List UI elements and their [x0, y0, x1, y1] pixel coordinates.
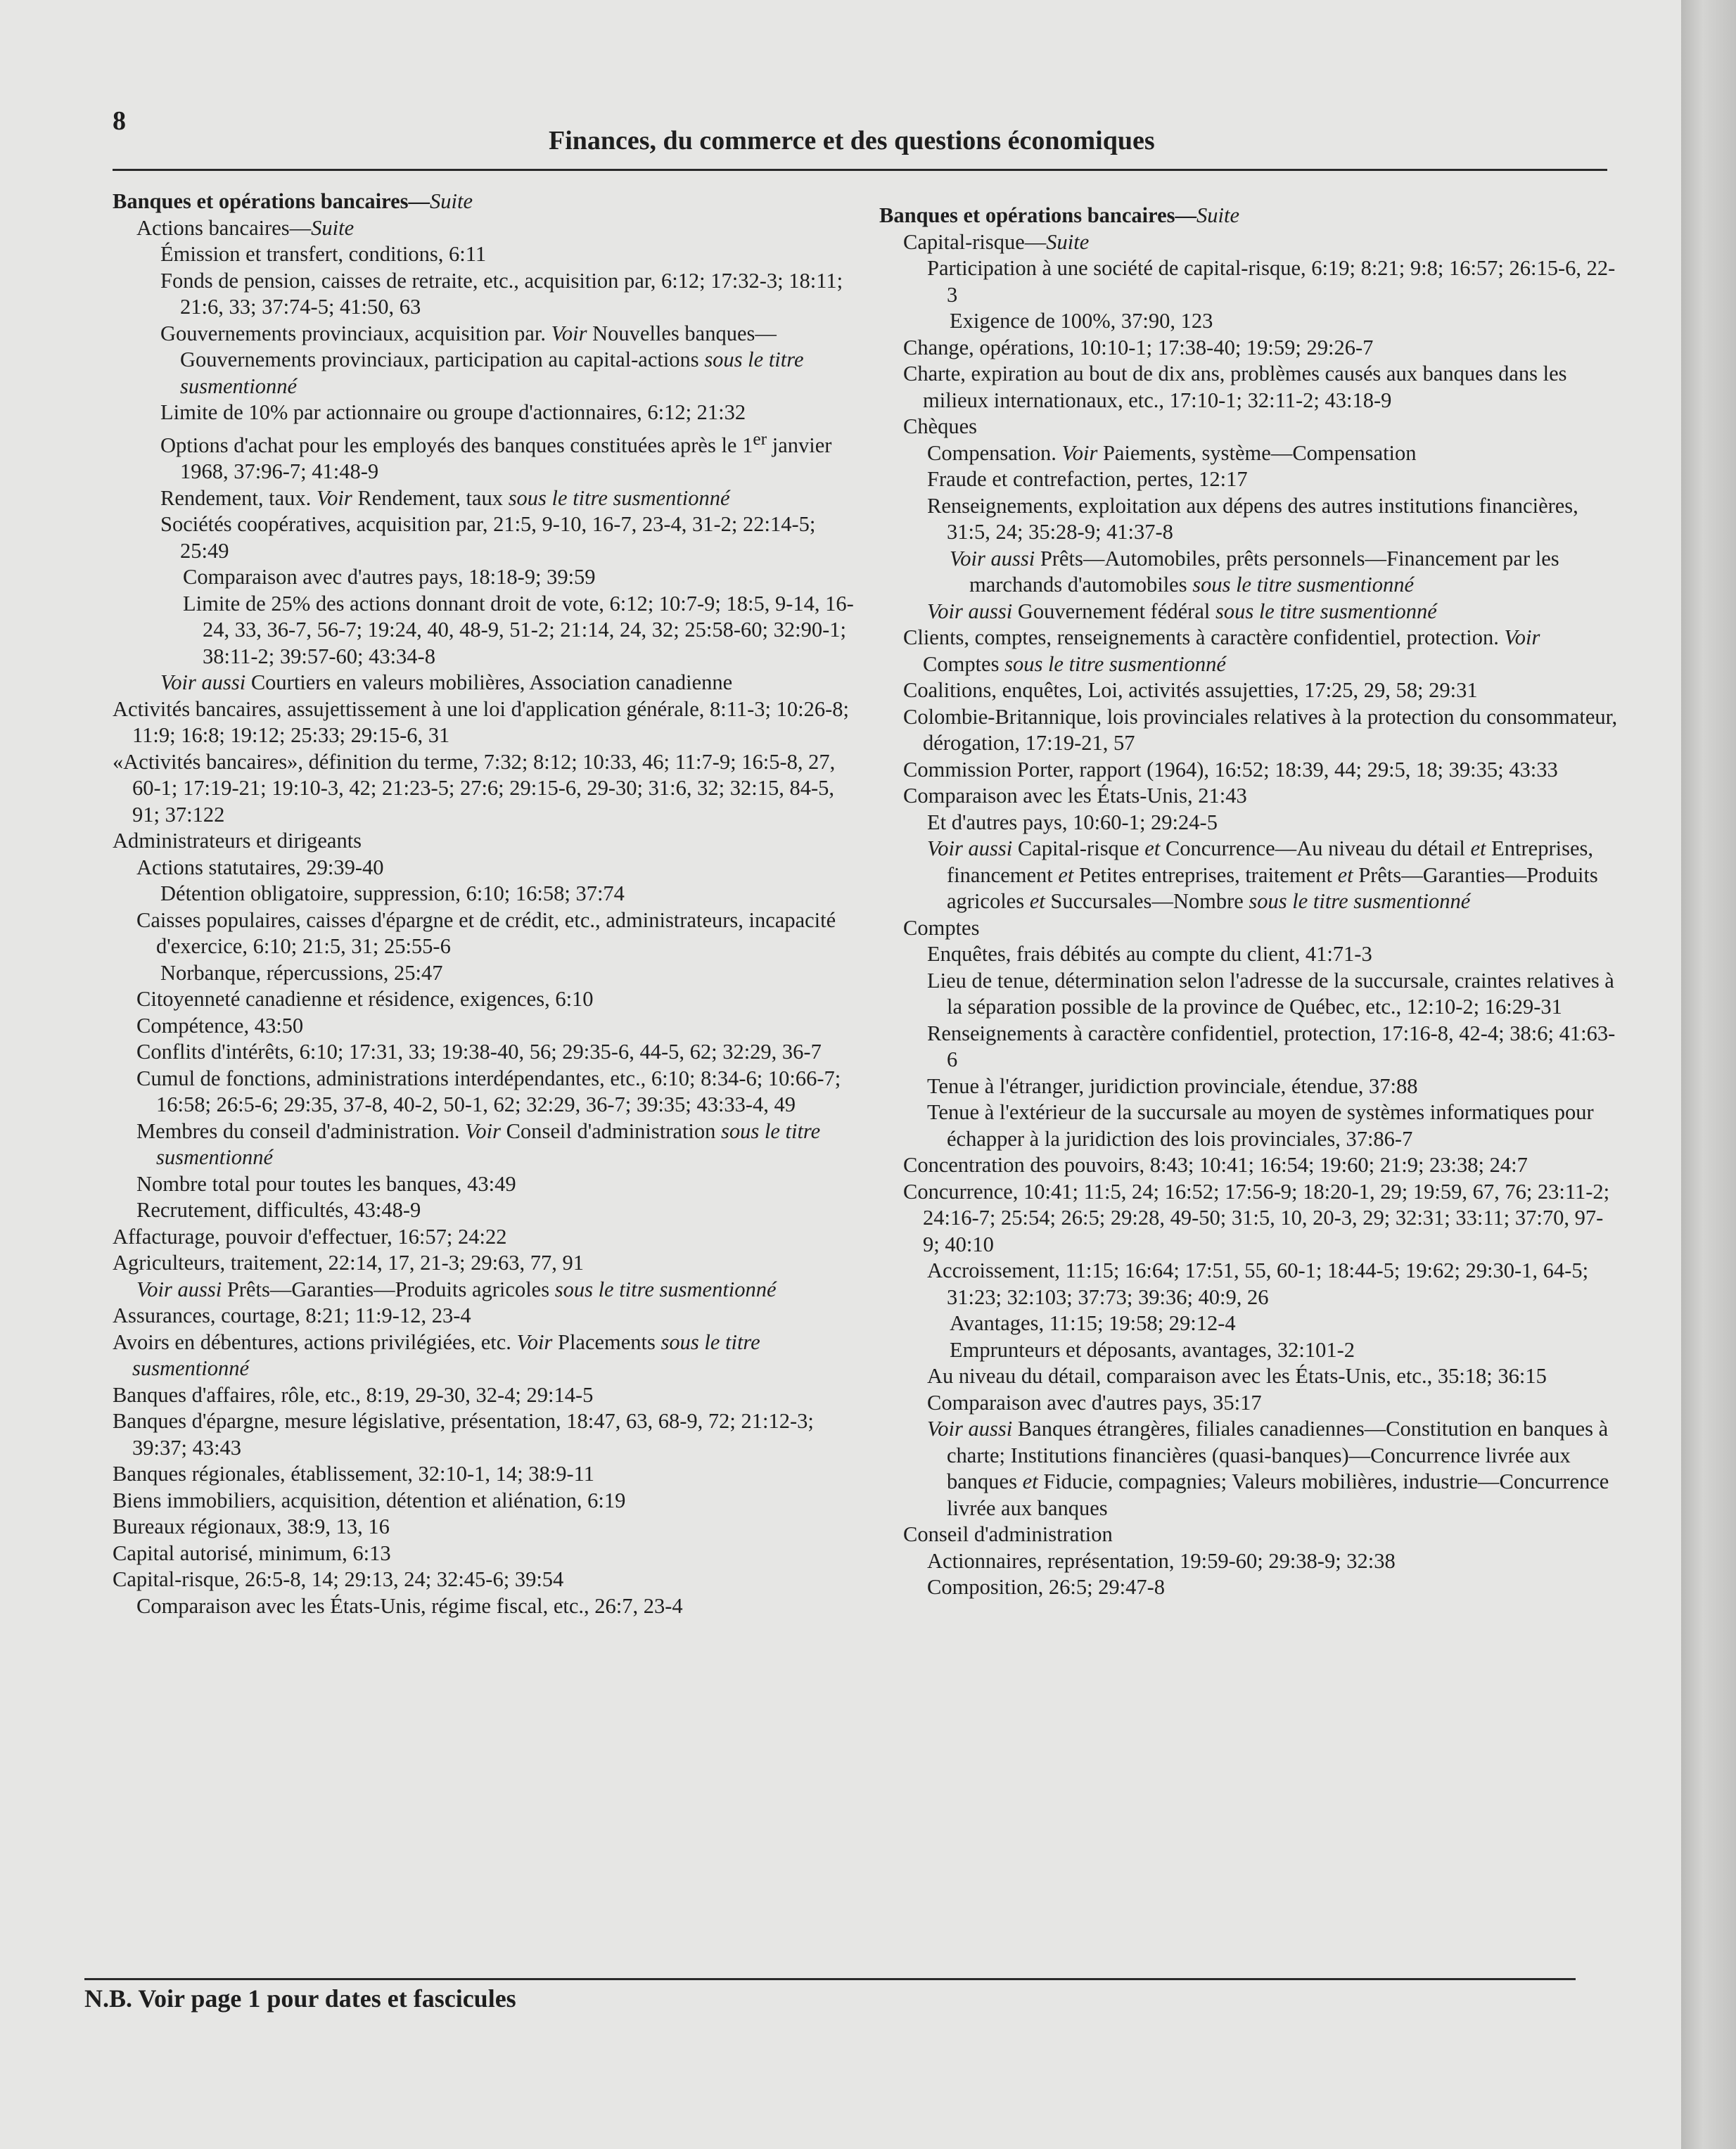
entry-text: Placements	[552, 1329, 661, 1354]
entry-text: Comptes	[903, 915, 980, 940]
entry-text: et	[1337, 862, 1353, 887]
footer-rule	[84, 1978, 1576, 1980]
entry-text: Clients, comptes, renseignements à caractère confidentiel, protection.	[903, 625, 1505, 649]
index-entry	[927, 1099, 1618, 1152]
index-entry	[927, 1073, 1618, 1100]
entry-text: sous le titre susmentionné	[508, 485, 730, 510]
entry-text: Comparaison avec les États-Unis, régime fiscal, etc., 26:7, 23-4	[136, 1593, 683, 1618]
index-entry	[136, 1593, 858, 1620]
entry-text: Au niveau du détail, comparaison avec les États-Unis, etc., 35:18; 36:15	[927, 1364, 1547, 1388]
entry-text: Voir aussi	[136, 1277, 222, 1301]
page-number: 8	[113, 106, 126, 136]
entry-text: Assurances, courtage, 8:21; 11:9-12, 23-4	[113, 1303, 471, 1328]
entry-text: Actions bancaires—	[136, 215, 312, 240]
entry-text: Comptes	[923, 651, 1005, 676]
entry-text: Fonds de pension, caisses de retraite, etc., acquisition par, 6:12; 17:32-3; 18:11; 21:6, 33; 37:74-5; 41:50, 63	[160, 268, 843, 319]
entry-text: Actions statutaires, 29:39-40	[136, 855, 384, 879]
entry-text: Banques d'épargne, mesure législative, présentation, 18:47, 63, 68-9, 72; 21:12-3; 39:37; 43:43	[113, 1409, 814, 1460]
entry-text: et	[1470, 836, 1486, 860]
index-entry	[160, 268, 858, 321]
entry-text: Prêts—Garanties—Produits agricoles	[222, 1277, 555, 1301]
index-entry	[927, 1548, 1618, 1575]
entry-text: Détention obligatoire, suppression, 6:10; 16:58; 37:74	[160, 881, 625, 906]
index-entry	[927, 1390, 1618, 1417]
index-entry	[927, 1363, 1618, 1390]
index-entry	[113, 1488, 858, 1514]
index-entry	[903, 915, 1618, 942]
index-entry	[113, 1541, 858, 1567]
entry-text: Affacturage, pouvoir d'effectuer, 16:57; 24:22	[113, 1224, 507, 1249]
index-entry	[903, 1179, 1618, 1258]
footer-note: N.B. Voir page 1 pour dates et fascicules	[84, 1984, 516, 2013]
entry-text: sous le titre susmentionné	[180, 347, 804, 398]
entry-text: sous le titre susmentionné	[132, 1329, 760, 1381]
entry-text: Emprunteurs et déposants, avantages, 32:101-2	[950, 1337, 1355, 1362]
entry-text: Limite de 25% des actions donnant droit de vote, 6:12; 10:7-9; 18:5, 9-14, 16-24, 33, 36-7, 56-7; 19:24, 40, 48-9, 51-2; 21:14, 24, 32; 25:58-60; 32:90-1; 38:11-2; 39:57-60; 43:34-8	[183, 591, 854, 668]
index-entry	[136, 1118, 858, 1171]
entry-text: sous le titre susmentionné	[1004, 651, 1226, 676]
entry-text: Voir	[551, 321, 587, 345]
index-entry	[950, 546, 1618, 599]
index-entry	[927, 1416, 1618, 1522]
index-entry	[113, 1408, 858, 1461]
entry-text: Nouvelles banques—Gouvernements provinciaux, participation au capital-actions	[180, 321, 777, 371]
index-entry	[136, 1013, 858, 1040]
index-entry	[950, 1311, 1618, 1337]
entry-text: Suite	[430, 189, 473, 213]
index-entry	[160, 960, 858, 987]
entry-text: Tenue à l'extérieur de la succursale au moyen de systèmes informatiques pour échapper à la juridiction des lois provinciales, 37:86-7	[927, 1100, 1594, 1151]
entry-text: Concentration des pouvoirs, 8:43; 10:41; 16:54; 19:60; 21:9; 23:38; 24:7	[903, 1153, 1528, 1177]
index-entry	[927, 1574, 1618, 1601]
entry-text: Accroissement, 11:15; 16:64; 17:51, 55, 60-1; 18:44-5; 19:62; 29:30-1, 64-5; 31:23; 32:103; 37:73; 39:36; 40:9, 26	[927, 1258, 1589, 1309]
entry-text: Avoirs en débentures, actions privilégiées, etc.	[113, 1329, 517, 1354]
entry-text: Compensation.	[927, 440, 1062, 465]
index-entry	[927, 440, 1618, 467]
entry-text: Voir aussi	[927, 836, 1013, 860]
index-entry	[113, 1250, 858, 1277]
entry-text: Limite de 10% par actionnaire ou groupe d'actionnaires, 6:12; 21:32	[160, 400, 746, 424]
entry-text: Banques régionales, établissement, 32:10-1, 14; 38:9-11	[113, 1462, 594, 1486]
entry-text: Suite	[311, 215, 355, 240]
running-title: Finances, du commerce et des questions économiques	[549, 126, 1155, 155]
index-entry	[950, 308, 1618, 335]
entry-text: Citoyenneté canadienne et résidence, exigences, 6:10	[136, 987, 594, 1012]
entry-text: Conflits d'intérêts, 6:10; 17:31, 33; 19:38-40, 56; 29:35-6, 44-5, 62; 32:29, 36-7	[136, 1040, 822, 1064]
index-entry	[160, 241, 858, 268]
entry-text: Administrateurs et dirigeants	[113, 829, 362, 853]
entry-text: Agriculteurs, traitement, 22:14, 17, 21-3; 29:63, 77, 91	[113, 1251, 585, 1275]
entry-text: Capital-risque, 26:5-8, 14; 29:13, 24; 32:45-6; 39:54	[113, 1567, 564, 1592]
entry-text: Bureaux régionaux, 38:9, 13, 16	[113, 1514, 390, 1539]
header-rule	[113, 169, 1607, 171]
entry-text: Gouvernements provinciaux, acquisition par.	[160, 321, 551, 345]
index-column-right	[879, 203, 1618, 1601]
index-entry	[903, 783, 1618, 810]
entry-text: Norbanque, répercussions, 25:47	[160, 960, 443, 985]
entry-text: Entreprises, financement	[947, 836, 1593, 887]
entry-text: Capital-risque	[1012, 836, 1145, 860]
index-entry	[113, 1224, 858, 1251]
entry-text: et	[1144, 836, 1161, 860]
index-entry	[927, 968, 1618, 1021]
index-entry	[136, 907, 858, 960]
entry-text: Banques et opérations bancaires—	[113, 189, 430, 213]
index-entry	[950, 1337, 1618, 1364]
entry-text: et	[1058, 862, 1074, 887]
index-entry	[136, 1066, 858, 1118]
entry-text: Avantages, 11:15; 19:58; 29:12-4	[950, 1311, 1236, 1335]
entry-text: Activités bancaires, assujettissement à une loi d'application générale, 8:11-3; 10:26-8; 11:9; 16:8; 19:12; 25:33; 29:15-6, 31	[113, 696, 849, 748]
index-entry	[903, 335, 1618, 362]
entry-text: sous le titre susmentionné	[1215, 599, 1437, 623]
entry-text: Rendement, taux	[352, 485, 509, 510]
entry-text: Comparaison avec les États-Unis, 21:43	[903, 784, 1247, 808]
index-entry	[903, 229, 1618, 256]
index-entry	[136, 1171, 858, 1198]
entry-text: Voir	[316, 485, 352, 510]
entry-text: er	[753, 428, 767, 449]
index-column-left	[113, 189, 858, 1619]
entry-text: Prêts—Garanties—Produits agricoles	[947, 862, 1598, 913]
entry-text: Voir aussi	[160, 670, 246, 695]
entry-text: Banques et opérations bancaires—	[879, 203, 1197, 227]
index-entry	[136, 1277, 858, 1303]
index-entry	[160, 485, 858, 512]
entry-text: Concurrence—Au niveau du détail	[1160, 836, 1471, 860]
entry-text: Fiducie, compagnies; Valeurs mobilières, industrie—Concurrence livrée aux banques	[947, 1469, 1609, 1520]
index-entry	[879, 203, 1618, 229]
entry-text: «Activités bancaires», définition du terme, 7:32; 8:12; 10:33, 46; 11:7-9; 16:5-8, 27, 60-1; 17:19-21; 19:10-3, 42; 21:23-5; 27:6; 29:15-6, 29-30; 31:6, 32; 32:15, 84-5, 91; 37:122	[113, 749, 836, 827]
entry-text: Capital autorisé, minimum, 6:13	[113, 1541, 391, 1565]
entry-text: Exigence de 100%, 37:90, 123	[950, 309, 1213, 333]
entry-text: sous le titre susmentionné	[156, 1118, 821, 1170]
entry-text: Concurrence, 10:41; 11:5, 24; 16:52; 17:56-9; 18:20-1, 29; 19:59, 67, 76; 23:11-2; 24:16-7; 25:54; 26:5; 29:28, 49-50; 31:5, 10, 20-3, 29; 32:31; 33:11; 37:70, 97-9; 40:10	[903, 1179, 1610, 1256]
entry-text: Renseignements à caractère confidentiel, protection, 17:16-8, 42-4; 38:6; 41:63-6	[927, 1021, 1616, 1071]
index-entry	[113, 828, 858, 855]
index-entry	[927, 810, 1618, 836]
index-entry	[927, 255, 1618, 308]
entry-text: Actionnaires, représentation, 19:59-60; 29:38-9; 32:38	[927, 1548, 1396, 1573]
index-entry	[113, 189, 858, 215]
entry-text: Lieu de tenue, détermination selon l'adresse de la succursale, craintes relatives à la séparation possible de la province de Québec, etc., 12:10-2; 16:29-31	[927, 968, 1614, 1019]
entry-text: sous le titre susmentionné	[1192, 573, 1415, 597]
entry-text: Et d'autres pays, 10:60-1; 29:24-5	[927, 810, 1218, 834]
entry-text: Colombie-Britannique, lois provinciales relatives à la protection du consommateur, dérogation, 17:19-21, 57	[903, 704, 1618, 755]
entry-text: et	[1022, 1469, 1038, 1493]
entry-text: Voir	[465, 1118, 501, 1143]
entry-text: Petites entreprises, traitement	[1073, 862, 1338, 887]
index-entry	[160, 426, 858, 485]
index-entry	[903, 677, 1618, 704]
index-entry	[113, 749, 858, 829]
index-entry	[927, 599, 1618, 625]
index-entry	[927, 941, 1618, 968]
entry-text: Succursales—Nombre	[1045, 889, 1249, 913]
entry-text: Nombre total pour toutes les banques, 43:49	[136, 1171, 516, 1196]
index-entry	[183, 564, 858, 591]
entry-text: Recrutement, difficultés, 43:48-9	[136, 1198, 421, 1223]
entry-text: Suite	[1046, 229, 1090, 254]
index-entry	[113, 1461, 858, 1488]
index-entry	[927, 1258, 1618, 1311]
entry-text: Paiements, système—Compensation	[1097, 440, 1417, 465]
entry-text: Émission et transfert, conditions, 6:11	[160, 242, 487, 266]
index-entry	[903, 1152, 1618, 1179]
index-entry	[113, 1329, 858, 1382]
entry-text: Chèques	[903, 414, 978, 438]
index-entry	[136, 855, 858, 881]
index-entry	[903, 704, 1618, 757]
entry-text: Tenue à l'étranger, juridiction provinciale, étendue, 37:88	[927, 1073, 1418, 1098]
index-entry	[160, 670, 858, 696]
entry-text: Comparaison avec d'autres pays, 35:17	[927, 1390, 1262, 1415]
index-entry	[113, 696, 858, 749]
entry-text: Capital-risque—	[903, 229, 1047, 254]
entry-text: Voir	[1061, 440, 1098, 465]
entry-text: Comparaison avec d'autres pays, 18:18-9; 39:59	[183, 565, 596, 589]
entry-text: Fraude et contrefaction, pertes, 12:17	[927, 467, 1248, 491]
index-entry	[927, 1021, 1618, 1073]
entry-text: et	[1029, 889, 1045, 913]
index-entry	[160, 400, 858, 426]
entry-text: Renseignements, exploitation aux dépens des autres institutions financières, 31:5, 24; 35:28-9; 41:37-8	[927, 493, 1578, 544]
index-entry	[136, 1197, 858, 1224]
index-entry	[160, 881, 858, 907]
index-entry	[113, 1514, 858, 1541]
index-entry	[903, 757, 1618, 784]
entry-text: Biens immobiliers, acquisition, détention et aliénation, 6:19	[113, 1488, 626, 1512]
index-entry	[136, 986, 858, 1013]
index-entry	[113, 1303, 858, 1329]
entry-text: janvier 1968, 37:96-7; 41:48-9	[180, 433, 832, 484]
index-entry	[903, 625, 1618, 677]
entry-text: Rendement, taux.	[160, 485, 317, 510]
entry-text: Options d'achat pour les employés des banques constituées après le 1	[160, 433, 753, 457]
index-entry	[160, 511, 858, 564]
entry-text: Voir aussi	[950, 546, 1035, 570]
entry-text: Commission Porter, rapport (1964), 16:52; 18:39, 44; 29:5, 18; 39:35; 43:33	[903, 757, 1558, 782]
entry-text: Voir	[516, 1329, 553, 1354]
entry-text: Prêts—Automobiles, prêts personnels—Financement par les marchands d'automobiles	[969, 546, 1559, 597]
entry-text: Sociétés coopératives, acquisition par, 21:5, 9-10, 16-7, 23-4, 31-2; 22:14-5; 25:49	[160, 512, 816, 563]
index-entry	[136, 215, 858, 242]
entry-text: Conseil d'administration	[501, 1118, 722, 1143]
binding-edge	[1681, 0, 1736, 2149]
entry-text: Banques d'affaires, rôle, etc., 8:19, 29-30, 32-4; 29:14-5	[113, 1382, 594, 1407]
entry-text: Cumul de fonctions, administrations interdépendantes, etc., 6:10; 8:34-6; 10:66-7; 16:58; 26:5-6; 29:35, 37-8, 40-2, 50-1, 62; 32:29, 36-7; 39:35; 43:33-4, 49	[136, 1066, 841, 1117]
entry-text: Courtiers en valeurs mobilières, Association canadienne	[245, 670, 733, 695]
index-entry	[927, 466, 1618, 493]
index-entry	[903, 1522, 1618, 1548]
entry-text: Banques étrangères, filiales canadiennes—Constitution en banques à charte; Institutions financières (quasi-banques)—Concurrence livrée aux banques	[947, 1417, 1609, 1493]
entry-text: Conseil d'administration	[903, 1522, 1113, 1546]
entry-text: Participation à une société de capital-risque, 6:19; 8:21; 9:8; 16:57; 26:15-6, 22-3	[927, 256, 1616, 307]
index-entry	[160, 321, 858, 400]
entry-text: Caisses populaires, caisses d'épargne et de crédit, etc., administrateurs, incapacité d'exercice, 6:10; 21:5, 31; 25:55-6	[136, 907, 836, 959]
index-entry	[113, 1567, 858, 1593]
index-entry	[183, 591, 858, 670]
entry-text: Voir	[1504, 625, 1540, 649]
entry-text: Coalitions, enquêtes, Loi, activités assujetties, 17:25, 29, 58; 29:31	[903, 678, 1478, 702]
index-entry	[903, 361, 1618, 414]
entry-text: Membres du conseil d'administration.	[136, 1118, 466, 1143]
entry-text: Voir aussi	[927, 1417, 1013, 1441]
entry-text: Enquêtes, frais débités au compte du client, 41:71-3	[927, 942, 1372, 966]
index-entry	[927, 836, 1618, 915]
index-entry	[927, 493, 1618, 546]
index-entry	[136, 1039, 858, 1066]
entry-text: sous le titre susmentionné	[554, 1277, 777, 1301]
entry-text: Charte, expiration au bout de dix ans, problèmes causés aux banques dans les milieux internationaux, etc., 17:10-1; 32:11-2; 43:18-9	[903, 362, 1567, 412]
entry-text: Gouvernement fédéral	[1012, 599, 1215, 623]
index-entry	[903, 414, 1618, 440]
entry-text: Voir aussi	[927, 599, 1013, 623]
index-entry	[113, 1382, 858, 1409]
entry-text: Change, opérations, 10:10-1; 17:38-40; 19:59; 29:26-7	[903, 335, 1374, 359]
entry-text: Composition, 26:5; 29:47-8	[927, 1575, 1166, 1599]
entry-text: sous le titre susmentionné	[1249, 889, 1471, 913]
entry-text: Compétence, 43:50	[136, 1013, 304, 1038]
entry-text: Suite	[1196, 203, 1240, 227]
